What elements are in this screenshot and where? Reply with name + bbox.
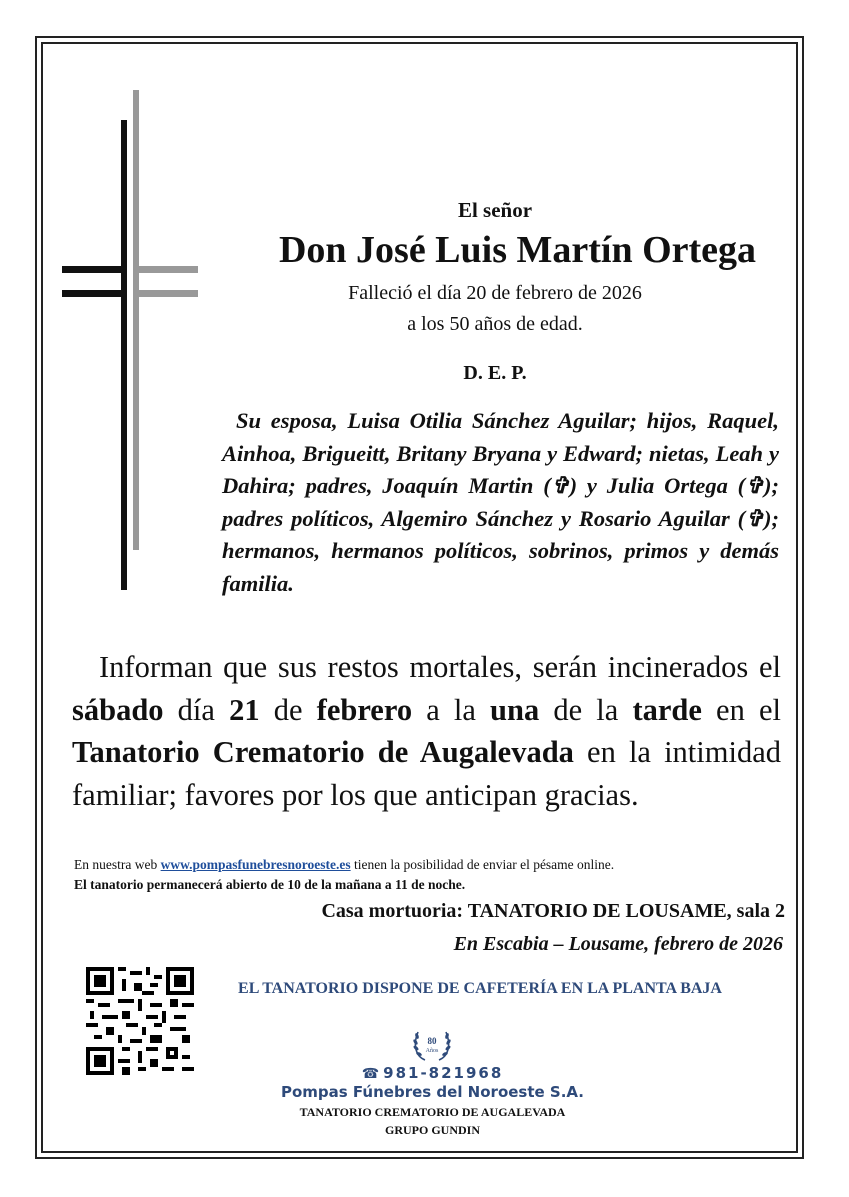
group-name: GRUPO GUNDIN xyxy=(385,1123,480,1137)
svg-text:80: 80 xyxy=(427,1036,437,1046)
funeral-home: Casa mortuoria: TANATORIO DE LOUSAME, sala 2 xyxy=(321,900,785,922)
age-at-death: a los 50 años de edad. xyxy=(407,313,583,335)
web-condolence-note: En nuestra web www.pompasfunebresnoroeste.es tienen la posibilidad de enviar el pésame online. xyxy=(74,857,615,872)
company-name: Pompas Fúnebres del Noroeste S.A. xyxy=(280,1083,585,1101)
cafeteria-notice: EL TANATORIO DISPONE DE CAFETERÍA EN LA PLANTA BAJA xyxy=(238,980,722,997)
crematorium-name: TANATORIO CREMATORIO DE AUGALEVADA xyxy=(299,1105,566,1119)
honorific: El señor xyxy=(457,198,533,222)
death-date: Falleció el día 20 de febrero de 2026 xyxy=(348,282,642,304)
phone-number: ☎ 981-821968 xyxy=(361,1064,504,1082)
place-date: En Escabia – Lousame, febrero de 2026 xyxy=(453,933,783,955)
website-link[interactable]: www.pompasfunebresnoroeste.es xyxy=(160,857,351,872)
family-list: Su esposa, Luisa Otilia Sánchez Aguilar; hijos, Raquel, Ainhoa, Brigueitt, Britany Bryana y Edward; nietas, Leah y Dahira; padres, Joaquín Martin (✞) y Julia Ortega (✞); padres políticos, Algemiro Sánchez y Rosario Aguilar (✞); hermanos, hermanos políticos, sobrinos, primos y demás familia. xyxy=(222,408,779,596)
opening-hours: El tanatorio permanecerá abierto de 10 de la mañana a 11 de noche. xyxy=(74,877,466,892)
deceased-name: Don José Luis Martín Ortega xyxy=(278,229,757,271)
rip-text: D. E. P. xyxy=(463,362,527,384)
cremation-notice: Informan que sus restos mortales, serán incinerados el sábado día 21 de febrero a la una de la tarde en el Tanatorio Crematorio de Augalevada en la intimidad familiar; favores por los que anticipan gracias. xyxy=(72,650,781,812)
phone-icon: ☎ xyxy=(361,1066,382,1082)
laurel-logo-icon xyxy=(409,1024,455,1064)
svg-text:Años: Años xyxy=(425,1048,439,1054)
cross-icon xyxy=(62,90,202,600)
qr-code[interactable] xyxy=(86,967,194,1075)
